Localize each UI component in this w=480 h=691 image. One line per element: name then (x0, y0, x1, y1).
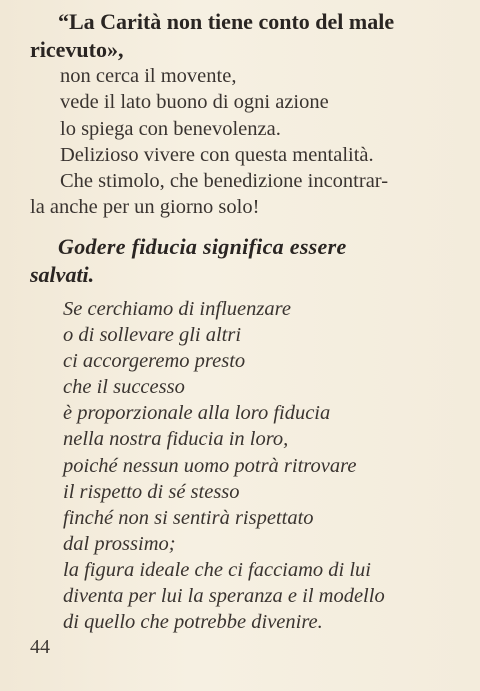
verse-line: che il successo (63, 376, 185, 399)
verse-line: finché non si sentirà rispettato (63, 506, 314, 529)
verse-line: poiché nessun uomo potrà ritrovare (63, 454, 357, 477)
heading-line: “La Carità non tiene conto del male (58, 9, 395, 34)
section-heading-fiducia (30, 233, 460, 289)
verse-line: o di sollevare gli altri (63, 324, 242, 347)
verse-line: il rispetto di sé stesso (63, 480, 240, 503)
heading-line: ricevuto», (30, 37, 124, 62)
text-line: Delizioso vivere con questa mentalità. (60, 143, 374, 166)
verse-line: ci accorgeremo presto (63, 350, 246, 373)
page-number: 44 (30, 636, 50, 658)
text-line: vede il lato buono di ogni azione (60, 91, 329, 114)
text-line: non cerca il movente, (60, 65, 237, 87)
text-line: Che stimolo, che benedizione incontrar- (60, 170, 389, 193)
verse-line: di quello che potrebbe divenire. (63, 611, 323, 634)
heading-line: Godere fiducia significa essere (58, 234, 347, 259)
section-heading-carita (30, 8, 460, 64)
text-line: la anche per un giorno solo! (30, 196, 260, 219)
verse-line: la figura ideale che ci facciamo di lui (63, 558, 372, 581)
italic-verse (63, 296, 463, 635)
verse-line: dal prossimo; (63, 532, 176, 555)
text-line: lo spiega con benevolenza. (60, 117, 281, 140)
verse-line: Se cerchiamo di influenzare (63, 298, 291, 320)
verse-line: diventa per lui la speranza e il modello (63, 585, 385, 608)
verse-line: è proporzionale alla loro fiducia (63, 402, 331, 425)
heading-line: salvati. (30, 262, 95, 287)
verse-line: nella nostra fiducia in loro, (63, 428, 289, 451)
body-paragraph (30, 63, 460, 221)
